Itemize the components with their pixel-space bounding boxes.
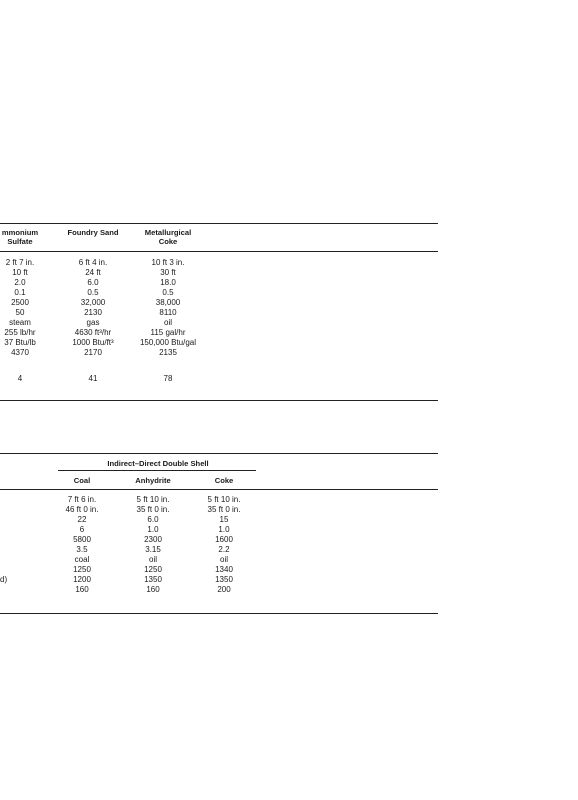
table-cell: 6 ft 4 in. bbox=[78, 258, 108, 267]
table2-top-rule bbox=[0, 453, 438, 454]
table-cell bbox=[4, 358, 36, 368]
table-cell: 35 ft 0 in. bbox=[136, 505, 170, 514]
table1-header-foundry-sand bbox=[67, 228, 118, 237]
table-cell: 3.15 bbox=[145, 545, 161, 554]
table1-column-metallurgical-coke bbox=[140, 258, 196, 384]
table-cell: 6.0 bbox=[147, 515, 159, 524]
header-line: Coke bbox=[158, 237, 178, 246]
table-cell: 115 gal/hr bbox=[150, 328, 186, 337]
table-cell: 8110 bbox=[159, 308, 177, 317]
header-line: Sulfate bbox=[7, 237, 33, 246]
table-cell: 1.0 bbox=[147, 525, 159, 534]
table-cell: 5 ft 10 in. bbox=[207, 495, 241, 504]
table-cell: oil bbox=[148, 555, 158, 564]
table-cell: 35 ft 0 in. bbox=[207, 505, 241, 514]
table-cell: 0.5 bbox=[162, 288, 174, 297]
table-cell: 41 bbox=[88, 374, 98, 383]
table-cell: 4370 bbox=[11, 348, 29, 357]
table1-bottom-rule bbox=[0, 400, 438, 401]
table-cell: 15 bbox=[219, 515, 229, 524]
table-cell bbox=[140, 358, 196, 368]
table-cell: 24 ft bbox=[85, 268, 101, 277]
table-cell: 4630 ft³/hr bbox=[74, 328, 112, 337]
table2-column-anhydrite bbox=[137, 495, 170, 595]
table1-column-ammonium-sulfate bbox=[4, 258, 36, 384]
table-cell: 2500 bbox=[11, 298, 29, 307]
table-cell: 2170 bbox=[84, 348, 102, 357]
table-cell: 1200 bbox=[73, 575, 91, 584]
table-cell: 1350 bbox=[144, 575, 162, 584]
table-cell: 50 bbox=[15, 308, 25, 317]
table2-header-coke: Coke bbox=[214, 476, 234, 485]
table-cell: 200 bbox=[217, 585, 231, 594]
table-cell: 0.5 bbox=[87, 288, 99, 297]
table-cell: 78 bbox=[163, 374, 173, 383]
table-cell: 46 ft 0 in. bbox=[65, 505, 99, 514]
table-cell: 1250 bbox=[144, 565, 162, 574]
table-cell: 160 bbox=[75, 585, 89, 594]
table-cell: 37 Btu/lb bbox=[4, 338, 36, 347]
table-cell: 1.0 bbox=[218, 525, 230, 534]
table-cell: gas bbox=[86, 318, 100, 327]
table-cell: 18.0 bbox=[160, 278, 176, 287]
table-cell: 7 ft 6 in. bbox=[67, 495, 97, 504]
header-line: Metallurgical bbox=[144, 228, 192, 237]
table-cell: 1000 Btu/ft³ bbox=[72, 338, 114, 347]
table-cell: steam bbox=[9, 318, 31, 327]
table-cell: 38,000 bbox=[155, 298, 181, 307]
table2-header-coal: Coal bbox=[73, 476, 91, 485]
table-cell: coal bbox=[74, 555, 90, 564]
table-cell: 10 ft bbox=[12, 268, 28, 277]
table2-header-anhydrite: Anhydrite bbox=[135, 476, 171, 485]
table1-column-foundry-sand bbox=[72, 258, 113, 384]
table2-group-rule bbox=[58, 470, 256, 471]
table-cell: 2 ft 7 in. bbox=[5, 258, 35, 267]
table-cell: 5 ft 10 in. bbox=[136, 495, 170, 504]
table-cell: 1340 bbox=[215, 565, 233, 574]
table-cell: 0.1 bbox=[14, 288, 26, 297]
table-cell: 2300 bbox=[144, 535, 162, 544]
table-cell: 1250 bbox=[73, 565, 91, 574]
table-cell: 6.0 bbox=[87, 278, 99, 287]
table-cell bbox=[72, 358, 113, 368]
table-cell: 160 bbox=[146, 585, 160, 594]
table-cell: 255 lb/hr bbox=[4, 328, 36, 337]
table-cell: 5800 bbox=[73, 535, 91, 544]
table-cell: 10 ft 3 in. bbox=[151, 258, 185, 267]
header-line: mmonium bbox=[1, 228, 39, 237]
table-cell: 4 bbox=[17, 374, 23, 383]
table-cell: oil bbox=[163, 318, 173, 327]
table-cell: 30 ft bbox=[160, 268, 176, 277]
table-cell: 2.2 bbox=[218, 545, 230, 554]
table-cell: 6 bbox=[79, 525, 85, 534]
table2-header-rule bbox=[0, 489, 438, 490]
table2-column-coke bbox=[208, 495, 241, 595]
table-cell: 32,000 bbox=[80, 298, 106, 307]
table1-header-ammonium-sulfate bbox=[2, 228, 38, 246]
table-cell: 22 bbox=[77, 515, 87, 524]
table2-group-header: Indirect–Direct Double Shell bbox=[107, 459, 209, 468]
header-line: Foundry Sand bbox=[67, 228, 119, 237]
table2-bottom-rule bbox=[0, 613, 438, 614]
table-cell: 150,000 Btu/gal bbox=[139, 338, 197, 347]
table1-header-rule bbox=[0, 251, 438, 252]
table-cell: 2130 bbox=[84, 308, 102, 317]
table-cell: 1350 bbox=[215, 575, 233, 584]
table-cell: 1600 bbox=[215, 535, 233, 544]
table1-header-metallurgical-coke bbox=[145, 228, 191, 246]
table-cell: 2135 bbox=[159, 348, 177, 357]
table-cell: 2.0 bbox=[14, 278, 26, 287]
table2-row-label-fragment: d) bbox=[0, 575, 8, 584]
table-cell: oil bbox=[219, 555, 229, 564]
table1-top-rule bbox=[0, 223, 438, 224]
table-cell: 3.5 bbox=[76, 545, 88, 554]
table2-column-coal bbox=[66, 495, 99, 595]
